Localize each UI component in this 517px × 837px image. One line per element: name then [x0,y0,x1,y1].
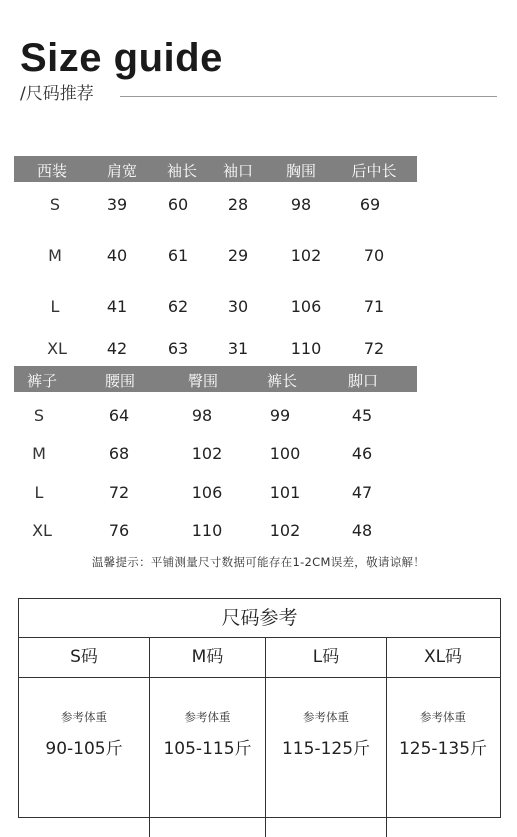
divider [120,96,497,97]
table-cell: 30 [227,297,249,316]
table-cell: 48 [351,521,373,540]
suit-table-header [14,156,417,182]
weight-value: 115-125斤 [281,739,371,759]
suit-header-shoulder: 肩宽 [106,162,138,180]
size-cell: M [48,246,62,265]
table-cell: 63 [167,339,189,358]
size-header-l: L码 [312,647,340,667]
table-cell: 62 [167,297,189,316]
table-cell: 60 [167,195,189,214]
pants-header-hip: 臀围 [187,372,219,390]
table-cell: 98 [290,195,312,214]
pants-header-waist: 腰围 [104,372,136,390]
table-cell: 101 [269,483,301,502]
table-cell: 45 [351,406,373,425]
table-cell: 46 [351,444,373,463]
weight-label: 参考体重 [420,710,466,724]
weight-label: 参考体重 [61,710,107,724]
table-cell: 31 [227,339,249,358]
size-header-xl: XL码 [423,647,463,667]
size-cell: S [33,406,45,425]
size-cell: XL [32,521,52,540]
suit-header-length: 后中长 [351,162,397,180]
table-cell: 41 [106,297,128,316]
table-cell: 110 [191,521,223,540]
pants-table-header [14,366,417,392]
page-title: Size guide [20,36,223,80]
suit-header-chest: 胸围 [285,162,317,180]
page-subtitle: /尺码推荐 [20,84,94,104]
suit-header-sleeve: 袖长 [166,162,198,180]
table-cell: 40 [106,246,128,265]
table-cell: 71 [363,297,385,316]
table-cell: 110 [290,339,322,358]
table-cell: 72 [363,339,385,358]
table-cell: 29 [227,246,249,265]
table-cell: 102 [191,444,223,463]
pants-header-hem: 脚口 [347,372,379,390]
table-cell: 100 [269,444,301,463]
table-cell: 102 [269,521,301,540]
table-cell: 102 [290,246,322,265]
table-cell: 39 [106,195,128,214]
table-cell: 76 [108,521,130,540]
size-reference-title: 尺码参考 [19,599,500,638]
table-cell: 68 [108,444,130,463]
size-reference-table [18,598,501,818]
table-cell: 64 [108,406,130,425]
weight-label: 参考体重 [184,710,231,724]
table-cell: 106 [191,483,223,502]
pants-header-length: 裤长 [266,372,298,390]
pants-header-type: 裤子 [26,372,58,390]
size-cell: L [34,483,44,502]
size-header-m: M码 [191,647,224,667]
size-cell: L [50,297,60,316]
size-cell: S [49,195,61,214]
suit-header-type: 西装 [36,162,68,180]
table-cell: 69 [359,195,381,214]
table-cell: 106 [290,297,322,316]
table-cell: 70 [363,246,385,265]
weight-value: 90-105斤 [45,739,123,759]
size-header-s: S码 [70,647,98,667]
row-divider [19,677,500,678]
weight-value: 105-115斤 [163,739,252,759]
table-cell: 72 [108,483,130,502]
measurement-note: 温馨提示：平铺测量尺寸数据可能存在1-2CM误差，敬请谅解！ [91,555,426,569]
size-cell: XL [47,339,67,358]
table-cell: 42 [106,339,128,358]
size-cell: M [32,444,46,463]
table-cell: 61 [167,246,189,265]
table-cell: 99 [269,406,291,425]
table-cell: 98 [191,406,213,425]
weight-value: 125-135斤 [398,739,488,759]
table-cell: 47 [351,483,373,502]
table-cell: 28 [227,195,249,214]
suit-header-cuff: 袖口 [222,162,254,180]
weight-label: 参考体重 [303,710,349,724]
